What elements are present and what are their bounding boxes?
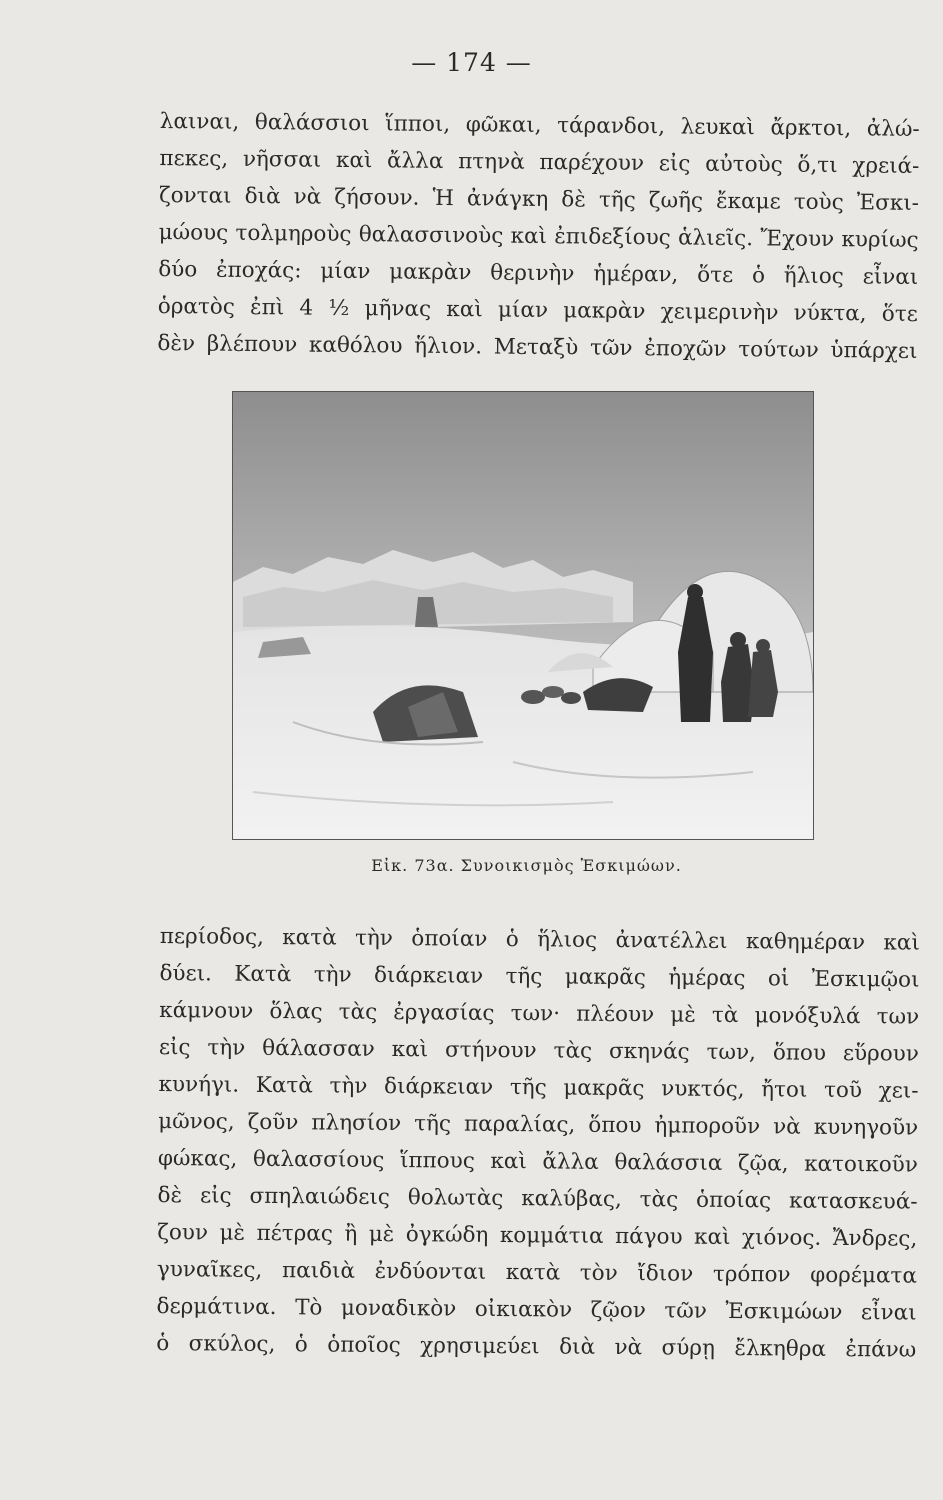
text-line: μῶνος, ζοῦν πλησίον τῆς παραλίας, ὅπου ἠμποροῦν νὰ κυνηγοῦν	[158, 1108, 919, 1141]
text-line: ζονται διὰ νὰ ζήσουν. Ἡ ἀνάγκη δὲ τῆς ζωῆς ἔκαμε τοὺς Ἐσκι-	[158, 182, 920, 216]
text-line: περίοδος, κατὰ τὴν ὁποίαν ὁ ἥλιος ἀνατέλλει καθημέραν καὶ	[159, 923, 920, 956]
text-line: κυνήγι. Κατὰ τὴν διάρκειαν τῆς μακρᾶς νυκτός, ἤτοι τοῦ χει-	[158, 1071, 919, 1104]
text-line: λαιναι, θαλάσσιοι ἵπποι, φῶκαι, τάρανδοι, λευκαὶ ἄρκτοι, ἀλώ-	[159, 108, 920, 142]
text-line: δύο ἐποχάς: μίαν μακρὰν θερινὴν ἡμέραν, ὅτε ὁ ἥλιος εἶναι	[158, 256, 919, 290]
eskimo-settlement-illustration	[232, 391, 814, 840]
text-line: πεκες, νῆσσαι καὶ ἄλλα πτηνὰ παρέχουν εἰς αὐτοὺς ὅ,τι χρειά-	[159, 145, 920, 179]
text-line: κάμνουν ὅλας τὰς ἐργασίας των· πλέουν μὲ τὰ μονόξυλά των	[159, 997, 920, 1030]
text-line: ζουν μὲ πέτρας ἢ μὲ ὀγκώδη κομμάτια πάγου καὶ χιόνος. Ἄνδρες,	[157, 1219, 918, 1252]
figure-caption: Εἰκ. 73α. Συνοικισμὸς Ἐσκιμώων.	[371, 856, 682, 875]
paragraph-bottom	[156, 918, 920, 1369]
text-line: γυναῖκες, παιδιὰ ἐνδύονται κατὰ τὸν ἴδιον τρόπον φορέματα	[156, 1256, 918, 1289]
text-line: φώκας, θαλασσίους ἵππους καὶ ἄλλα θαλάσσια ζῷα, κατοικοῦν	[157, 1145, 918, 1178]
text-line: δὲν βλέπουν καθόλου ἥλιον. Μεταξὺ τῶν ἐποχῶν τούτων ὑπάρχει	[157, 330, 918, 364]
text-line: ὁρατὸς ἐπὶ 4 ½ μῆνας καὶ μίαν μακρὰν χειμερινὴν νύκτα, ὅτε	[157, 293, 918, 327]
text-line: δὲ εἰς σπηλαιώδεις θολωτὰς καλύβας, τὰς ὁποίας κατασκευά-	[157, 1182, 918, 1215]
text-line: εἰς τὴν θάλασσαν καὶ στήνουν τὰς σκηνάς των, ὅπου εὕρουν	[158, 1034, 919, 1067]
paragraph-top	[157, 103, 920, 370]
page-number: — 174 —	[411, 48, 532, 77]
text-line: δερμάτινα. Τὸ μοναδικὸν οἰκιακὸν ζῷον τῶν Ἐσκιμώων εἶναι	[156, 1293, 917, 1326]
text-line: δύει. Κατὰ τὴν διάρκειαν τῆς μακρᾶς ἡμέρας οἱ Ἐσκιμῷοι	[159, 960, 920, 993]
text-line: ὁ σκύλος, ὁ ὁποῖος χρησιμεύει διὰ νὰ σύρῃ ἔλκηθρα ἐπάνω	[156, 1330, 917, 1363]
text-line: μώους τολμηροὺς θαλασσινοὺς καὶ ἐπιδεξίους ἁλιεῖς. Ἔχουν κυρίως	[158, 219, 919, 253]
